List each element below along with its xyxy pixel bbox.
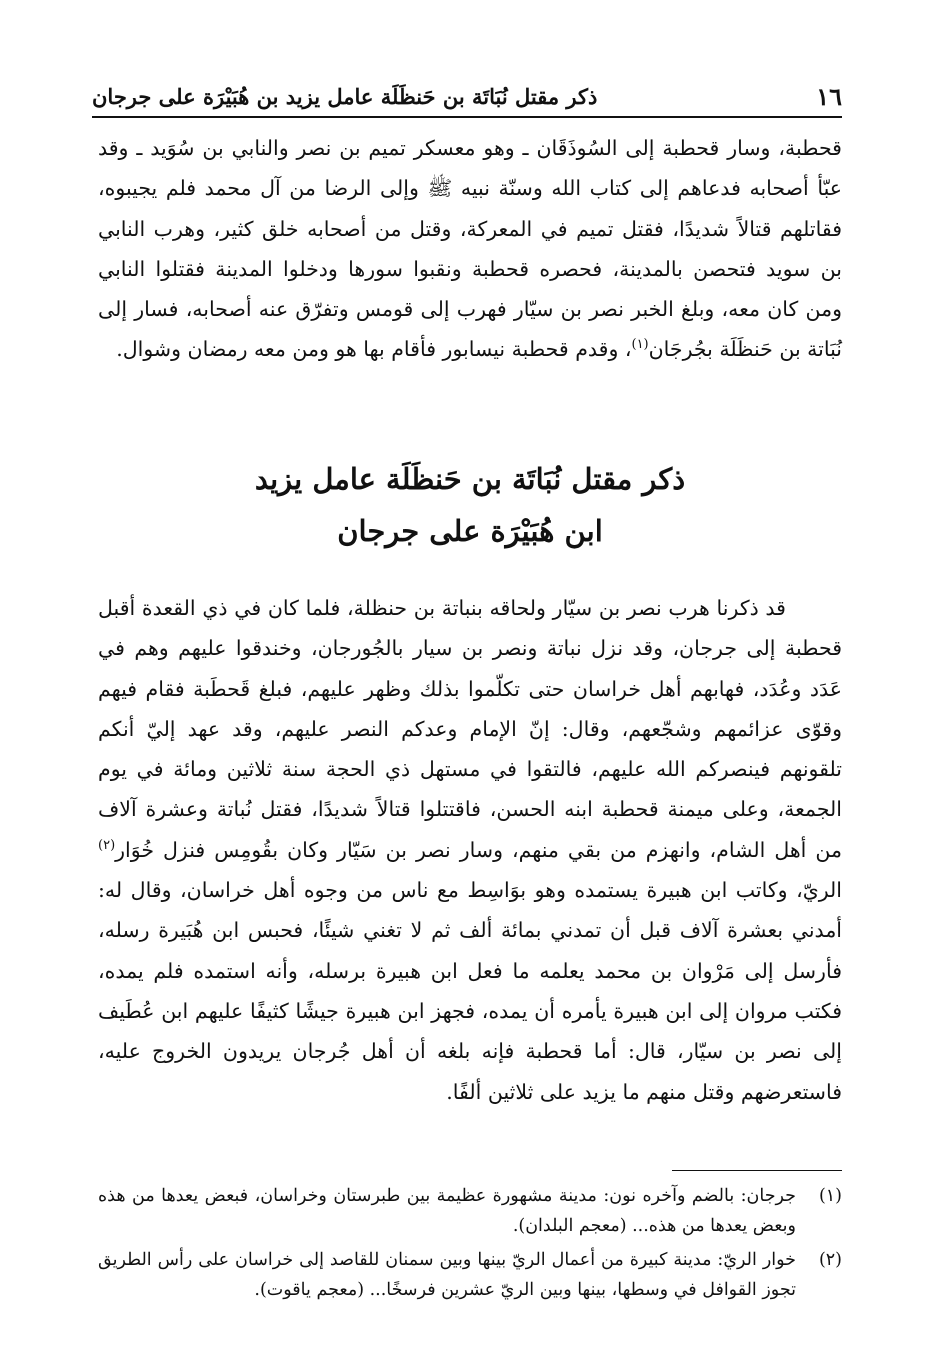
footnote-number: (٢) — [818, 1250, 842, 1270]
footnote-ref-1: (١) — [631, 337, 649, 353]
intro-text-end: ، وقدم قحطبة نيسابور فأقام بها هو ومن معه رمضان وشوال. — [116, 337, 632, 362]
intro-paragraph — [98, 128, 842, 370]
main-paragraph — [98, 588, 842, 1112]
footnote-ref-2: (٢) — [98, 837, 116, 853]
main-paragraph-block — [98, 588, 842, 1112]
page-header — [92, 76, 842, 118]
footnote-text: خوار الريّ: مدينة كبيرة من أعمال الريّ بينها وبين سمنان للقاصد إلى خراسان على رأس الطريق تجوز القوافل في وسطها، بينها وبين الريّ عشرين فرسخًا... (معجم ياقوت). — [98, 1250, 796, 1300]
section-heading-line-2: ابن هُبَيْرَة على جرجان — [337, 514, 603, 548]
page-number: ١٦ — [816, 81, 842, 111]
main-text-end: الريّ، وكاتب ابن هبيرة يستمده وهو بوَاسِط مع ناس من وجوه أهل خراسان، وقال له: أمدني بعشرة آلاف قبل أن تمدني بمائة ألف ثم لا تغني شيئًا، فحبس ابن هُبَيرة رسله، فأرسل إلى مَرْوان بن محمد يعلمه ما فعل ابن هبيرة برسله، وأنه استمده فلم يمده، فكتب مروان إلى ابن هبيرة يأمره أن يمده، فجهز ابن هبيرة جيشًا كثيفًا عليهم ابن عُطَيف إلى نصر بن سيّار، قال: أما قحطبة فإنه بلغه أن أهل جُرجان يريدون الخروج عليه، فاستعرضهم وقتل منهم ما يزيد على ثلاثين ألفًا. — [98, 878, 842, 1104]
footnote-2 — [98, 1245, 842, 1305]
footnote-separator — [672, 1170, 842, 1171]
section-heading — [98, 453, 842, 557]
running-title: ذكر مقتل نُبَاتَة بن حَنظَلَة عامل يزيد بن هُبَيْرَة على جرجان — [92, 83, 598, 109]
section-heading-line-1: ذكر مقتل نُبَاتَة بن حَنظَلَة عامل يزيد — [254, 462, 686, 496]
footnote-text: جرجان: بالضم وآخره نون: مدينة مشهورة عظيمة بين طبرستان وخراسان، فبعض يعدها من هذه وبعض يعدها من هذه... (معجم البلدان). — [98, 1186, 796, 1236]
intro-text-start: قحطبة، وسار قحطبة إلى السُوذَقَان ـ وهو معسكر تميم بن نصر والنابي بن سُوَيد ـ وقد عبّأ أصحابه فدعاهم إلى كتاب الله وسنّة نبيه ﷺ وإلى الرضا من آل محمد فلم يجيبوه، فقاتلهم قتالاً شديدًا، فقتل تميم في المعركة، وقتل من أصحابه خلق كثير، وهرب النابي بن سويد فتحصن بالمدينة، فحصره قحطبة ونقبوا سورها ودخلوا المدينة فقتلوا النابي ومن كان معه، وبلغ الخبر نصر بن سيّار فهرب إلى قومس وتفرّق عنه أصحابه، فسار إلى نُبَاتة بن حَنظَلَة بجُرجَان — [98, 136, 842, 362]
main-text-start: قد ذكرنا هرب نصر بن سيّار ولحاقه بنباتة بن حنظلة، فلما كان في ذي القعدة أقبل قحطبة إلى جرجان، وقد نزل نباتة ونصر بن سيار بالجُورجان، وخندقوا عليهم وهم في عَدَد وعُدَد، فهابهم أهل خراسان حتى تكلّموا بذلك وظهر عليهم، فبلغ قَحطَبة فقام فيهم وقوّى عزائمهم وشجّعهم، وقال: إنّ الإمام وعدكم النصر عليهم، وقد عهد إليّ أنكم تلقونهم فينصركم الله عليهم، فالتقوا في مستهل ذي الحجة سنة ثلاثين ومائة في يوم الجمعة، وعلى ميمنة قحطبة ابنه الحسن، فاقتتلوا قتالاً شديدًا، فقتل نُباتة وعشرة آلاف من أهل الشام، وانهزم من بقي منهم، وسار نصر بن سَيّار وكان بقُومِس فنزل خُوَار — [98, 596, 842, 862]
intro-paragraph-block — [98, 128, 842, 370]
footnote-number: (١) — [818, 1186, 842, 1206]
footnote-1 — [98, 1181, 842, 1241]
footnotes — [98, 1181, 842, 1309]
